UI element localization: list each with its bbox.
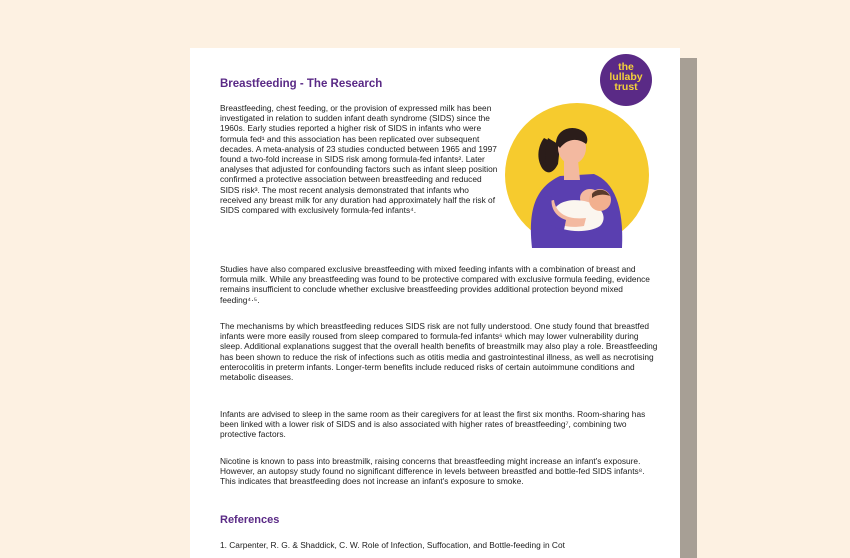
paragraph: The mechanisms by which breastfeeding reduces SIDS risk are not fully understood. One study found that breastfed infants were more easily roused from sleep compared to formula-fed infants⁶ which may lower vulnerability during sleep. Additional explanations suggest that the overall health benefits of breastmilk may also play a role. Breastfeeding has been shown to reduce the risk of infections such as otitis media and gastrointestinal illness, as well as necrotising enterocolitis in preterm infants. Longer-term benefits include reduced risks of certain autoimmune conditions and metabolic diseases. [220,321,658,383]
page-title: Breastfeeding - The Research [220,78,383,90]
lullaby-trust-logo [600,54,652,106]
document-page [190,48,680,558]
logo-text-line: lullaby [609,71,643,83]
reference-item: 1. Carpenter, R. G. & Shaddick, C. W. Role of Infection, Suffocation, and Bottle-feeding in Cot [220,540,565,550]
paragraph: Breastfeeding, chest feeding, or the provision of expressed milk has been investigated in relation to sudden infant death syndrome (SIDS) since the 1960s. Early studies reported a higher risk of SIDS in infants who were formula fed¹ and this association has been replicated over subsequent decades. A meta-analysis of 23 studies conducted between 1965 and 1997 found a two-fold increase in SIDS risk among formula-fed infants². Later analyses that adjusted for confounding factors such as infant sleep position confirmed a protective association between breastfeeding and reduced SIDS risk³. The most recent analysis demonstrated that infants who received any breast milk for any duration had approximately half the risk of SIDS compared with exclusively formula-fed infants⁴. [220,103,498,216]
references-heading: References [220,514,280,526]
breastfeeding-illustration [504,102,650,248]
paragraph: Infants are advised to sleep in the same room as their caregivers for at least the first six months. Room-sharing has been linked with a lower risk of SIDS and is also associated with higher rates of breastfeeding⁷, combining two protective factors. [220,409,646,440]
logo-text-line: the [618,61,634,73]
logo-text-line: trust [614,81,638,93]
paragraph: Studies have also compared exclusive breastfeeding with mixed feeding infants with a combination of breast and formula milk. While any breastfeeding was found to be protective compared with exclusive formula feeding, evidence remains insufficient to conclude whether exclusive breastfeeding provides additional protection beyond mixed feeding⁴·⁵. [220,264,650,305]
paragraph: Nicotine is known to pass into breastmilk, raising concerns that breastfeeding might increase an infant's exposure. However, an autopsy study found no significant difference in levels between breastfed and bottle-fed SIDS infants⁸. This indicates that breastfeeding does not increase an infant's exposure to smoke. [220,456,645,487]
